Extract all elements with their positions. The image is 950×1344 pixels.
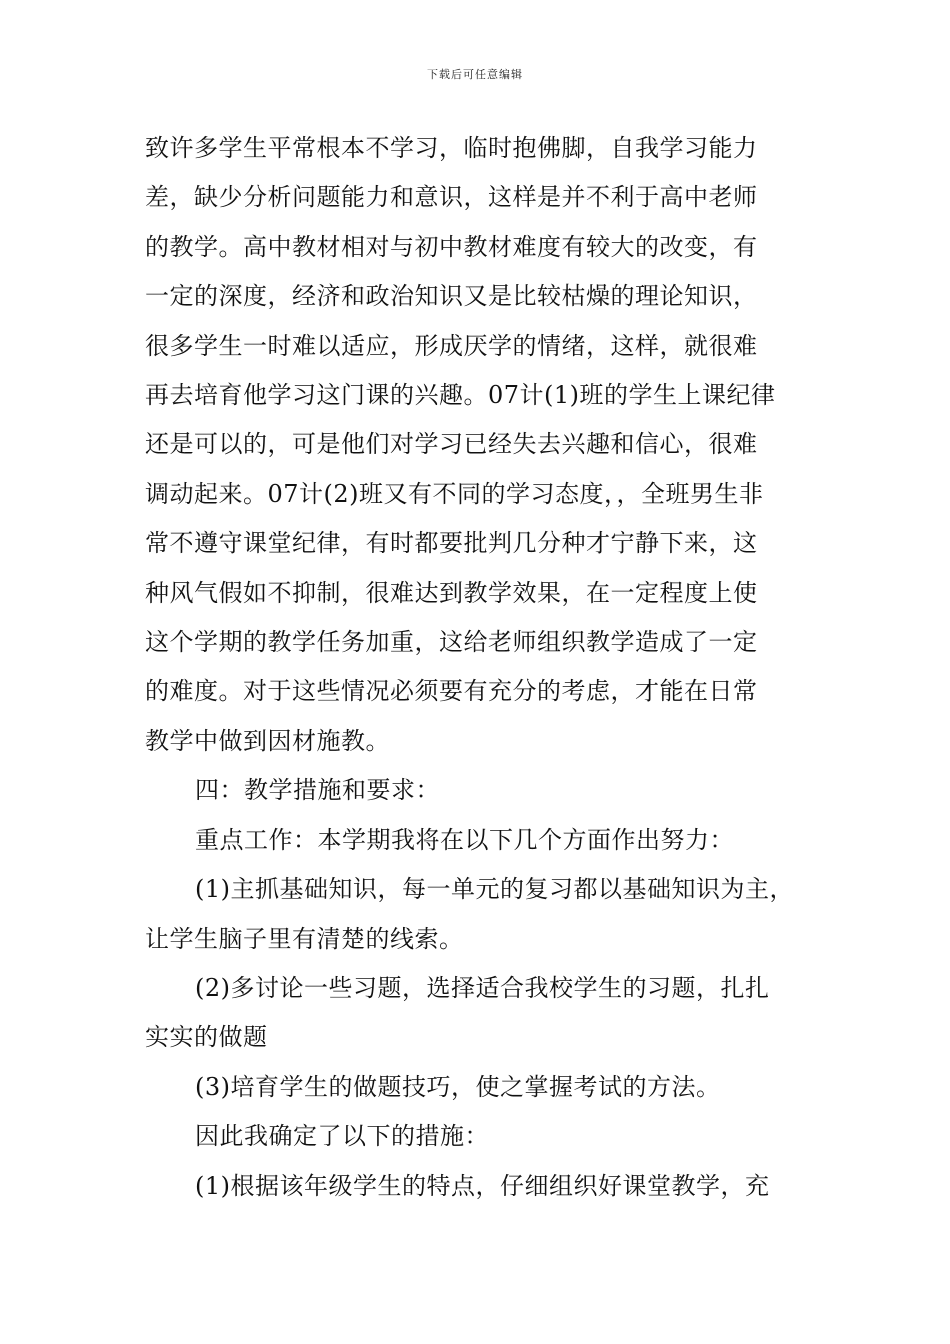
text-line: (2)多讨论一些习题，选择适合我校学生的习题，扎扎: [195, 973, 770, 1002]
text-line: (3)培育学生的做题技巧，使之掌握考试的方法。: [195, 1072, 721, 1101]
text-line: 让学生脑子里有清楚的线索。: [145, 924, 464, 953]
text-line: 调动起来。07计(2)班又有不同的学习态度，，全班男生非: [145, 479, 764, 508]
text-line: 常不遵守课堂纪律，有时都要批判几分种才宁静下来，这: [145, 529, 758, 558]
text-line: (1)根据该年级学生的特点，仔细组织好课堂教学，充: [195, 1171, 770, 1200]
text-line: 四：教学措施和要求：: [195, 776, 440, 805]
text-line: 实实的做题: [145, 1023, 268, 1052]
text-line: 还是可以的，可是他们对学习已经失去兴趣和信心，很难: [145, 430, 758, 459]
text-line: 很多学生一时难以适应，形成厌学的情绪，这样，就很难: [145, 331, 758, 360]
text-line: 差，缺少分析问题能力和意识，这样是并不利于高中老师: [145, 183, 758, 212]
text-line: 种风气假如不抑制，很难达到教学效果，在一定程度上使: [145, 578, 758, 607]
page-header: 下载后可任意编辑: [427, 68, 523, 81]
text-line: 因此我确定了以下的措施：: [195, 1122, 489, 1151]
document-body: [145, 124, 810, 1211]
text-line: 致许多学生平常根本不学习，临时抱佛脚，自我学习能力: [145, 134, 758, 162]
text-line: 的教学。高中教材相对与初中教材难度有较大的改变，有: [145, 232, 758, 261]
text-line: (1)主抓基础知识，每一单元的复习都以基础知识为主，: [195, 875, 794, 904]
text-line: 重点工作：本学期我将在以下几个方面作出努力：: [195, 825, 734, 854]
text-line: 的难度。对于这些情况必须要有充分的考虑，才能在日常: [145, 677, 758, 706]
text-line: 一定的深度，经济和政治知识又是比较枯燥的理论知识，: [145, 282, 758, 311]
text-line: 教学中做到因材施教。: [145, 726, 390, 755]
text-line: 再去培育他学习这门课的兴趣。07计(1)班的学生上课纪律: [145, 381, 776, 410]
text-line: 这个学期的教学任务加重，这给老师组织教学造成了一定: [145, 628, 758, 657]
